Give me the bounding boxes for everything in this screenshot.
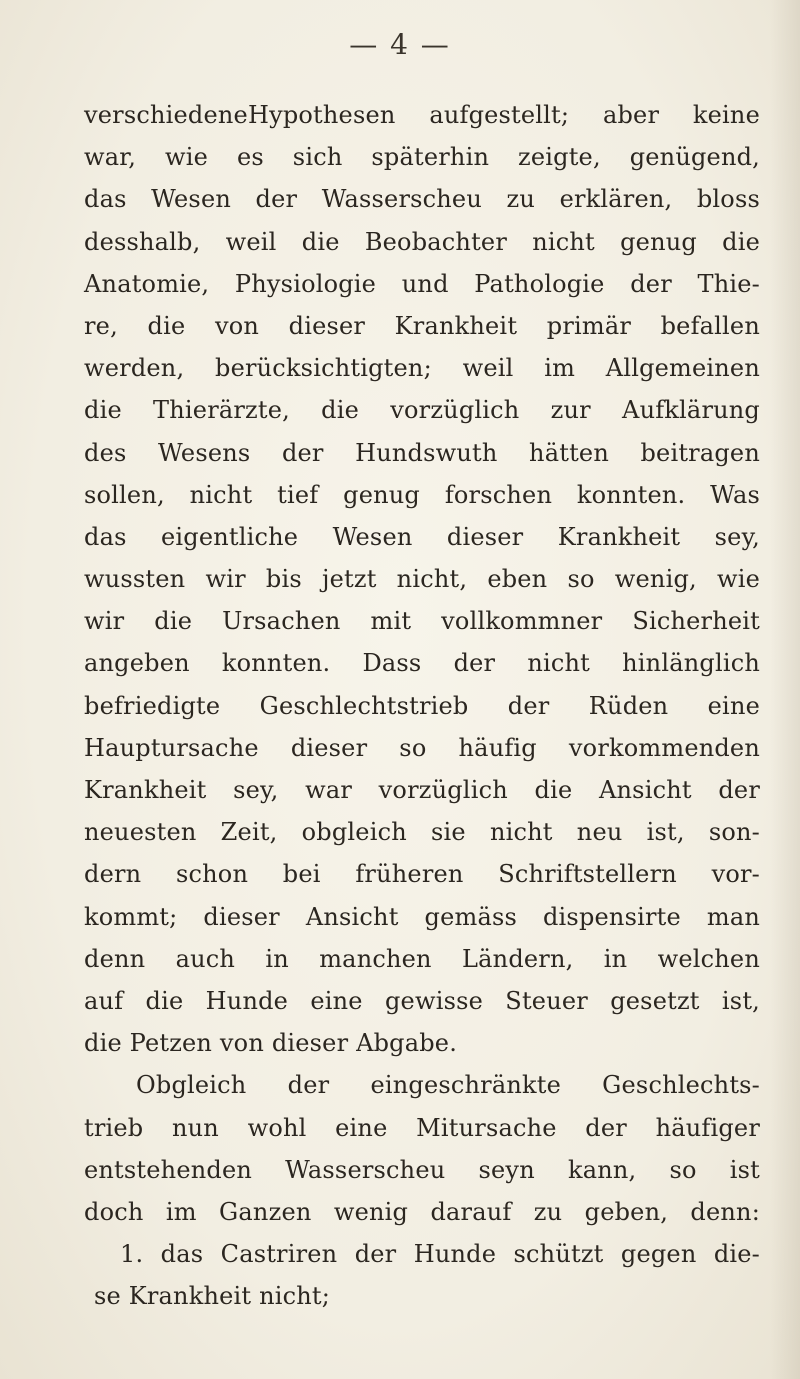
text-line: se Krankheit nicht; — [94, 1282, 331, 1311]
text-line: Hauptursache dieser so häufig vorkommenden — [84, 733, 760, 762]
text-line: Anatomie, Physiologie und Pathologie der Thie- — [84, 269, 760, 298]
text-line: doch im Ganzen wenig darauf zu geben, denn: — [84, 1197, 760, 1226]
text-line: wir die Ursachen mit vollkommner Sicherheit — [84, 607, 760, 636]
text-line: verschiedeneHypothesen aufgestellt; aber keine — [84, 101, 760, 129]
text-line: war, wie es sich späterhin zeigte, genügend, — [84, 143, 760, 172]
text-line: Obgleich der eingeschränkte Geschlechts- — [136, 1071, 760, 1100]
text-line: Krankheit sey, war vorzüglich die Ansicht der — [84, 776, 760, 804]
text-line: wussten wir bis jetzt nicht, eben so wenig, wie — [84, 565, 760, 594]
text-line: des Wesens der Hundswuth hätten beitragen — [84, 438, 760, 467]
text-line: auf die Hunde eine gewisse Steuer gesetzt ist, — [84, 986, 760, 1015]
text-line: die Petzen von dieser Abgabe. — [84, 1029, 458, 1058]
body-text — [84, 94, 760, 1317]
text-line: kommt; dieser Ansicht gemäss dispensirte man — [84, 902, 760, 931]
text-line: befriedigte Geschlechtstrieb der Rüden eine — [84, 691, 760, 720]
page-edge-shadow — [770, 0, 800, 1379]
text-line: trieb nun wohl eine Mitursache der häufiger — [84, 1113, 760, 1142]
text-line: das Wesen der Wasserscheu zu erklären, bloss — [84, 185, 760, 214]
text-line: re, die von dieser Krankheit primär befallen — [84, 311, 760, 340]
text-line: die Thierärzte, die vorzüglich zur Aufklärung — [84, 396, 760, 425]
text-line: das eigentliche Wesen dieser Krankheit sey, — [84, 522, 760, 551]
text-line: 1. das Castriren der Hunde schützt gegen die- — [120, 1240, 760, 1269]
text-line: dern schon bei früheren Schriftstellern vor- — [84, 860, 760, 889]
text-line: werden, berücksichtigten; weil im Allgemeinen — [84, 354, 760, 383]
text-line: denn auch in manchen Ländern, in welchen — [84, 944, 760, 973]
text-line: sollen, nicht tief genug forschen konnten. Was — [84, 480, 760, 509]
text-line: desshalb, weil die Beobachter nicht genug die — [84, 227, 760, 256]
text-line: neuesten Zeit, obgleich sie nicht neu ist, son- — [84, 818, 760, 847]
page-number-header: — 4 — — [349, 28, 451, 61]
text-line: entstehenden Wasserscheu seyn kann, so ist — [84, 1155, 760, 1184]
text-line: angeben konnten. Dass der nicht hinlänglich — [84, 649, 760, 678]
